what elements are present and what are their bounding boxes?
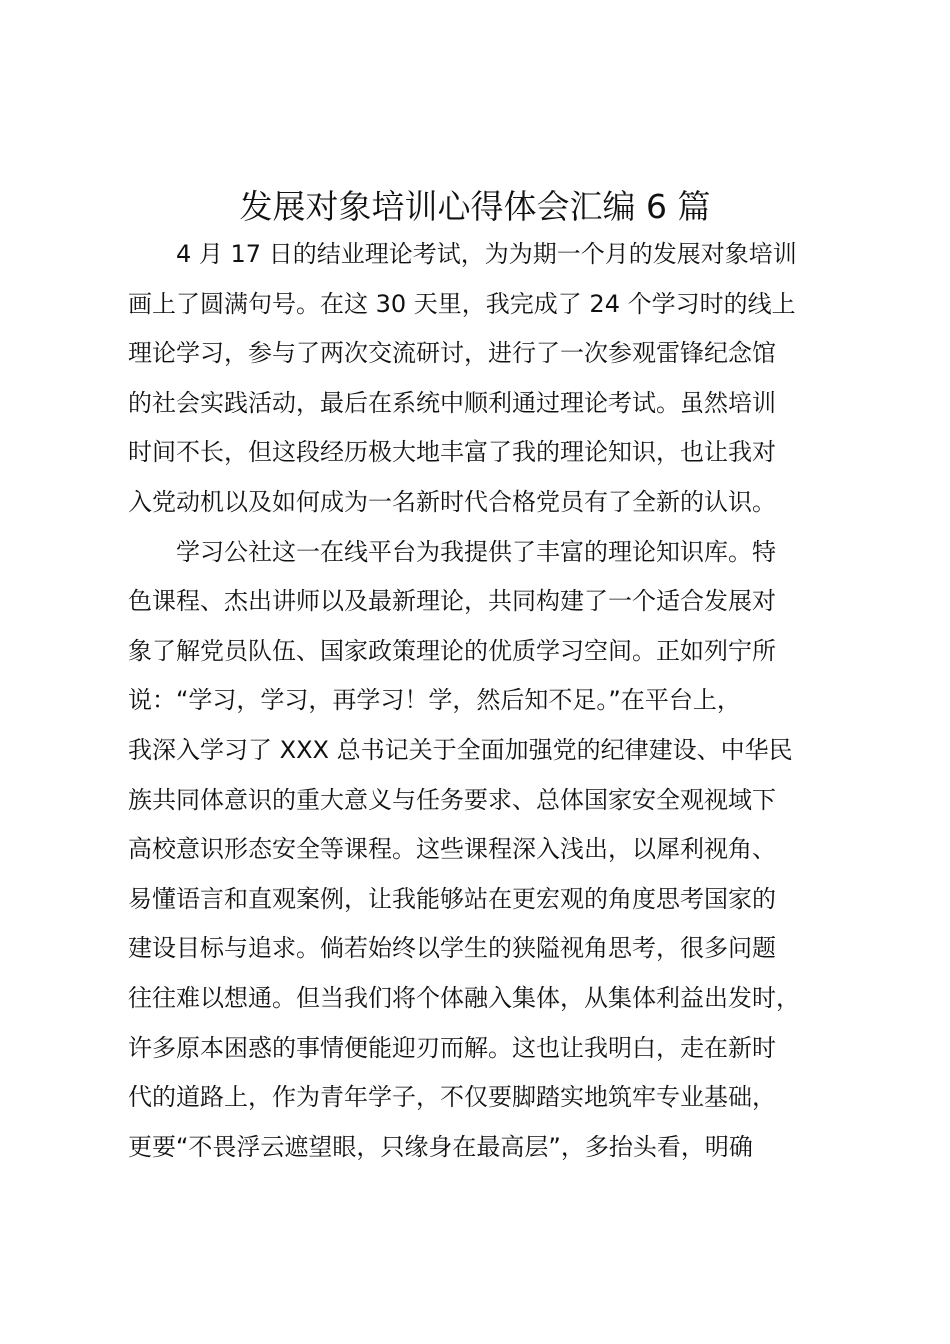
paragraph-1-line-1: 4 月 17 日的结业理论考试，为为期一个月的发展对象培训 <box>176 240 797 268</box>
paragraph-1-line-2: 画上了圆满句号。在这 30 天里，我完成了 24 个学习时的线上 <box>128 289 796 318</box>
paragraph-2-line-12: 代的道路上，作为青年学子，不仅要脚踏实地筑牢专业基础， <box>128 1083 776 1112</box>
paragraph-2-line-4: 说：“学习，学习，再学习！学，然后知不足。”在平台上， <box>128 686 741 715</box>
paragraph-2-line-3: 象了解党员队伍、国家政策理论的优质学习空间。正如列宁所 <box>128 636 776 665</box>
paragraph-2-line-11: 许多原本困惑的事情便能迎刃而解。这也让我明白，走在新时 <box>128 1033 776 1062</box>
paragraph-2-line-9: 建设目标与追求。倘若始终以学生的狭隘视角思考，很多问题 <box>128 934 776 963</box>
paragraph-1-line-6: 入党动机以及如何成为一名新时代合格党员有了全新的认识。 <box>128 487 776 516</box>
paragraph-1-line-4: 的社会实践活动，最后在系统中顺利通过理论考试。虽然培训 <box>128 388 776 417</box>
paragraph-2-line-8: 易懂语言和直观案例，让我能够站在更宏观的角度思考国家的 <box>128 884 776 913</box>
document-title: 发展对象培训心得体会汇编 6 篇 <box>239 187 711 226</box>
paragraph-1-line-5: 时间不长，但这段经历极大地丰富了我的理论知识，也让我对 <box>128 438 776 467</box>
paragraph-2-line-6: 族共同体意识的重大意义与任务要求、总体国家安全观视域下 <box>128 785 776 814</box>
document-body <box>128 230 838 1172</box>
paragraph-2-line-1: 学习公社这一在线平台为我提供了丰富的理论知识库。特 <box>176 537 776 566</box>
paragraph-2-line-7: 高校意识形态安全等课程。这些课程深入浅出，以犀利视角、 <box>128 835 776 864</box>
paragraph-2-line-2: 色课程、杰出讲师以及最新理论，共同构建了一个适合发展对 <box>128 587 776 616</box>
paragraph-1-line-3: 理论学习，参与了两次交流研讨，进行了一次参观雷锋纪念馆 <box>128 339 776 368</box>
paragraph-2-line-5: 我深入学习了 XXX 总书记关于全面加强党的纪律建设、中华民 <box>128 735 793 764</box>
paragraph-2-line-13: 更要“不畏浮云遮望眼，只缘身在最高层”，多抬头看，明确 <box>128 1132 753 1161</box>
paragraph-2-line-10: 往往难以想通。但当我们将个体融入集体，从集体利益出发时， <box>128 983 800 1012</box>
